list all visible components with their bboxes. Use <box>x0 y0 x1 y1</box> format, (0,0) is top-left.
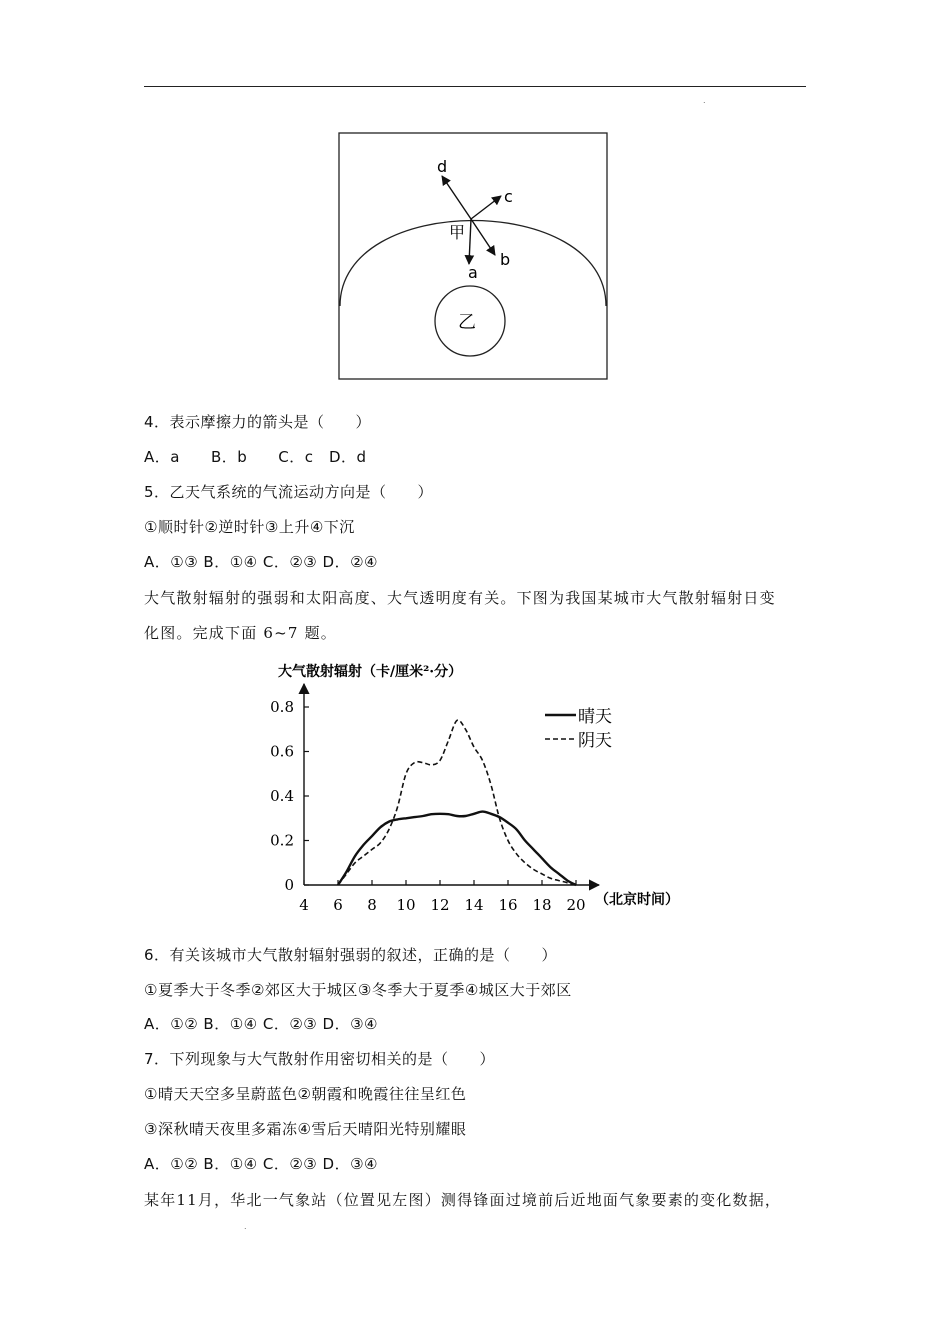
x-tick-label: 10 <box>396 896 416 914</box>
q7-options: A．①② B．①④ C．②③ D．③④ <box>144 1155 378 1173</box>
arrow-d <box>442 176 471 219</box>
q5-stem: 5．乙天气系统的气流运动方向是（ ） <box>144 483 434 501</box>
front-diagram <box>338 132 608 380</box>
q6-stem: 6．有关该城市大气散射辐射强弱的叙述，正确的是（ ） <box>144 946 558 964</box>
diagram-frame <box>339 133 607 379</box>
header-rule <box>144 86 806 87</box>
intro-line-1: 大气散射辐射的强弱和太阳高度、大气透明度有关。下图为我国某城市大气散射辐射日变 <box>144 589 776 607</box>
label-b: b <box>500 250 511 269</box>
arrow-a <box>469 219 471 264</box>
q4-stem: 4．表示摩擦力的箭头是（ ） <box>144 413 372 431</box>
radiation-chart <box>262 656 682 918</box>
legend-label-sunny: 晴天 <box>578 707 612 727</box>
label-d: d <box>437 157 448 176</box>
tail-line-1: 某年11月，华北一气象站（位置见左图）测得锋面过境前后近地面气象要素的变化数据， <box>144 1191 782 1209</box>
label-yi: 乙 <box>458 312 476 333</box>
scan-dot-2: . <box>244 1222 247 1231</box>
q5-items: ①顺时针②逆时针③上升④下沉 <box>144 518 355 536</box>
y-tick-label: 0.2 <box>270 831 294 850</box>
series-group <box>338 720 576 885</box>
q6-options: A．①② B．①④ C．②③ D．③④ <box>144 1015 378 1033</box>
q7-items-2: ③深秋晴天夜里多霜冻④雪后天晴阳光特别耀眼 <box>144 1120 467 1138</box>
arrow-c <box>471 196 501 219</box>
legend-label-cloudy: 阴天 <box>578 731 612 751</box>
scan-dot: . <box>703 96 706 105</box>
x-tick-label: 4 <box>299 896 309 914</box>
y-tick-label: 0.8 <box>270 698 294 716</box>
q7-items-1: ①晴天天空多呈蔚蓝色②朝霞和晚霞往往呈红色 <box>144 1085 467 1103</box>
x-tick-label: 12 <box>430 896 450 914</box>
x-tick-label: 16 <box>498 896 518 914</box>
series-line-cloudy <box>338 720 576 885</box>
q6-items: ①夏季大于冬季②郊区大于城区③冬季大于夏季④城区大于郊区 <box>144 981 572 999</box>
y-ticks <box>270 698 309 894</box>
x-tick-label: 18 <box>532 896 552 914</box>
x-tick-label: 8 <box>367 896 377 914</box>
y-tick-label: 0 <box>284 876 294 894</box>
y-tick-label: 0.6 <box>270 742 294 761</box>
q4-options: A．a B．b C．c D．d <box>144 448 367 466</box>
intro-line-2: 化图。完成下面 6~7 题。 <box>144 624 337 642</box>
x-tick-label: 14 <box>464 896 484 914</box>
arrow-b <box>471 219 495 255</box>
x-axis-label: （北京时间） <box>595 892 679 908</box>
label-c: c <box>504 187 513 206</box>
x-tick-label: 20 <box>566 896 586 914</box>
label-a: a <box>468 263 478 282</box>
label-jia: 甲 <box>449 223 466 242</box>
legend <box>545 707 612 751</box>
y-tick-label: 0.4 <box>270 787 294 805</box>
q7-stem: 7．下列现象与大气散射作用密切相关的是（ ） <box>144 1050 496 1068</box>
q5-options: A．①③ B．①④ C．②③ D．②④ <box>144 553 378 571</box>
x-tick-label: 6 <box>333 896 343 914</box>
y-axis-label: 大气散射辐射（卡/厘米²·分） <box>278 664 463 680</box>
